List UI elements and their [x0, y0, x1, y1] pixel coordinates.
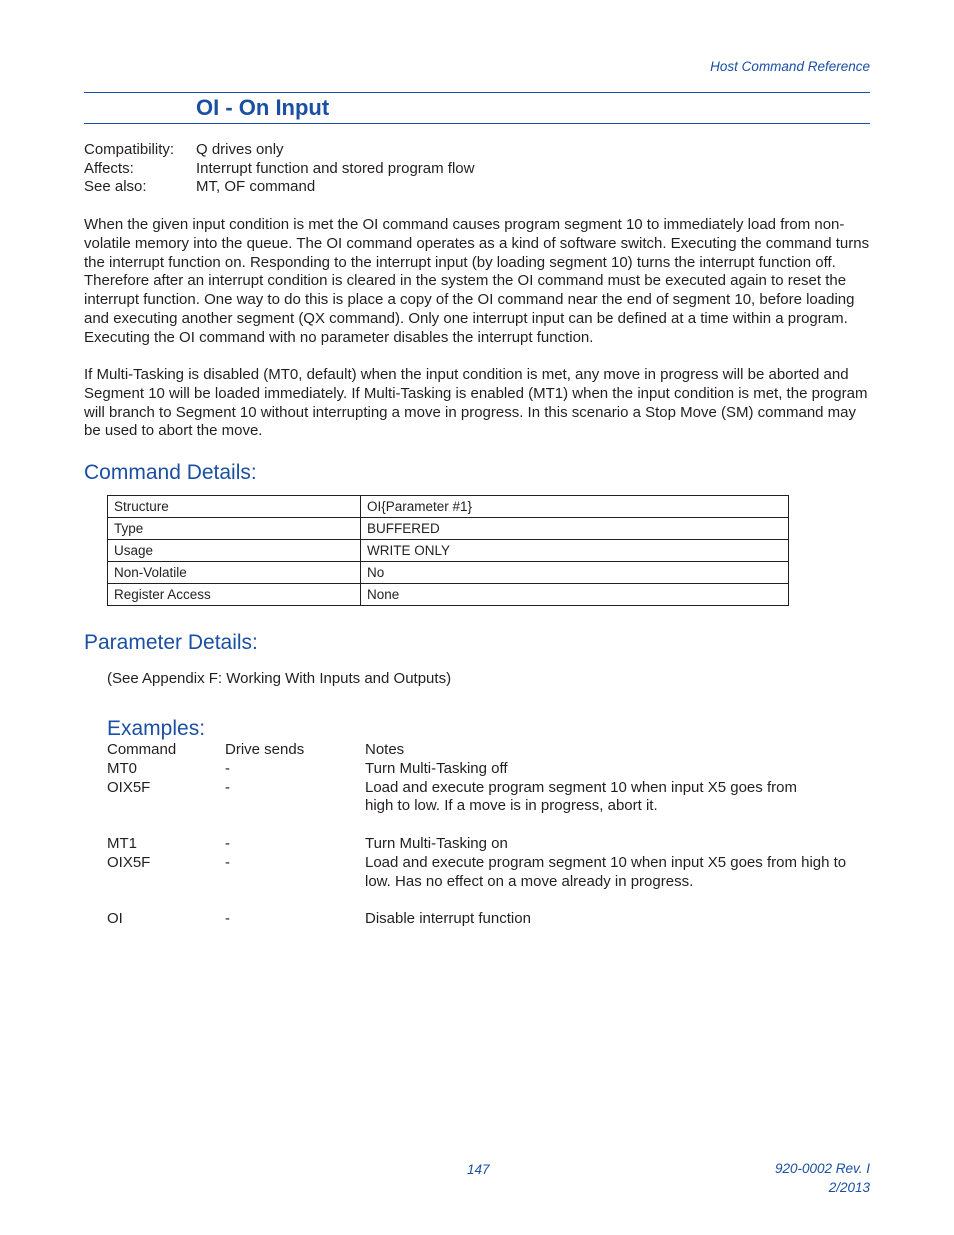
table-row — [108, 540, 789, 562]
page-title: OI - On Input — [196, 95, 330, 120]
example-drive-sends: - — [225, 759, 230, 777]
meta-value: MT, OF command — [196, 178, 316, 196]
document-revision — [775, 1159, 870, 1197]
meta-block — [84, 141, 474, 197]
table-cell-value: None — [361, 584, 789, 606]
column-header-drive-sends: Drive sends — [225, 741, 305, 758]
example-drive-sends: - — [225, 778, 230, 796]
table-cell-label: Type — [108, 518, 361, 540]
table-row — [108, 584, 789, 606]
table-row — [108, 562, 789, 584]
examples-table — [107, 741, 877, 929]
examples-header-row — [107, 741, 877, 760]
parameter-details-note: (See Appendix F: Working With Inputs and Outputs) — [107, 670, 452, 687]
page-number: 147 — [467, 1162, 490, 1177]
table-cell-value: No — [361, 562, 789, 584]
table-cell-value: BUFFERED — [361, 518, 789, 540]
examples-heading: Examples: — [107, 717, 206, 740]
meta-row-compatibility — [84, 141, 474, 160]
example-drive-sends: - — [225, 834, 230, 852]
example-row — [107, 779, 877, 817]
example-drive-sends: - — [225, 853, 230, 871]
example-command: MT1 — [107, 834, 137, 852]
column-header-notes: Notes — [365, 741, 405, 758]
example-notes: Load and execute program segment 10 when input X5 goes from high to low. If a move is in progress, abort it. — [365, 778, 797, 815]
description-paragraph-2: If Multi-Tasking is disabled (MT0, default) when the input condition is met, any move in progress will be aborted and Segment 10 will be loaded immediately. If Multi-Tasking is enabled (MT1) when the input condition is met, the program will branch to Segment 10 without interrupting a move in progress. In this scenario a Stop Move (SM) command may be used to abort the move. — [84, 366, 868, 440]
example-notes: Load and execute program segment 10 when input X5 goes from high to low. Has no effect on a move already in progress. — [365, 853, 847, 890]
meta-value: Q drives only — [196, 141, 284, 158]
table-cell-value: WRITE ONLY — [361, 540, 789, 562]
example-notes: Turn Multi-Tasking on — [365, 834, 508, 852]
example-row — [107, 760, 877, 779]
running-header: Host Command Reference — [710, 59, 870, 74]
example-drive-sends: - — [225, 910, 230, 928]
example-row — [107, 854, 877, 892]
example-command: MT0 — [107, 759, 137, 777]
example-command: OIX5F — [107, 853, 151, 871]
example-row — [107, 910, 877, 929]
column-header-command: Command — [107, 741, 177, 758]
meta-key: Affects: — [84, 159, 134, 177]
meta-value: Interrupt function and stored program flow — [196, 159, 475, 177]
table-cell-label: Usage — [108, 540, 361, 562]
example-command: OI — [107, 910, 123, 928]
example-notes: Disable interrupt function — [365, 910, 531, 928]
meta-row-see-also — [84, 178, 474, 197]
description-paragraph-1: When the given input condition is met the OI command causes program segment 10 to immediately load from non-volatile memory into the queue. The OI command operates as a kind of software switch. Executing the command turns the interrupt function on. Responding to the interrupt input (by loading segment 10) turns the interrupt function off. Therefore after an interrupt condition is cleared in the system the OI command must be executed again to reset the interrupt function. One way to do this is place a copy of the OI command near the end of segment 10, before loading and executing another segment (QX command). Only one interrupt input can be defined at a time within a program. Executing the OI command with no parameter disables the interrupt function. — [84, 216, 870, 346]
parameter-details-heading: Parameter Details: — [84, 631, 258, 654]
command-details-table — [107, 495, 789, 606]
revision-number: 920-0002 Rev. I — [774, 1161, 870, 1176]
table-row — [108, 518, 789, 540]
table-cell-label: Register Access — [108, 584, 361, 606]
meta-key: Compatibility: — [84, 141, 175, 158]
command-details-heading: Command Details: — [84, 461, 257, 484]
example-command: OIX5F — [107, 778, 151, 796]
revision-date: 2/2013 — [828, 1180, 870, 1195]
table-cell-label: Non-Volatile — [108, 562, 361, 584]
meta-row-affects — [84, 160, 474, 179]
table-cell-label: Structure — [108, 496, 361, 518]
example-notes: Turn Multi-Tasking off — [365, 759, 508, 777]
table-row — [108, 496, 789, 518]
table-cell-value: OI{Parameter #1} — [361, 496, 789, 518]
section-title-bar — [84, 92, 870, 124]
example-row — [107, 835, 877, 854]
meta-key: See also: — [84, 178, 147, 196]
